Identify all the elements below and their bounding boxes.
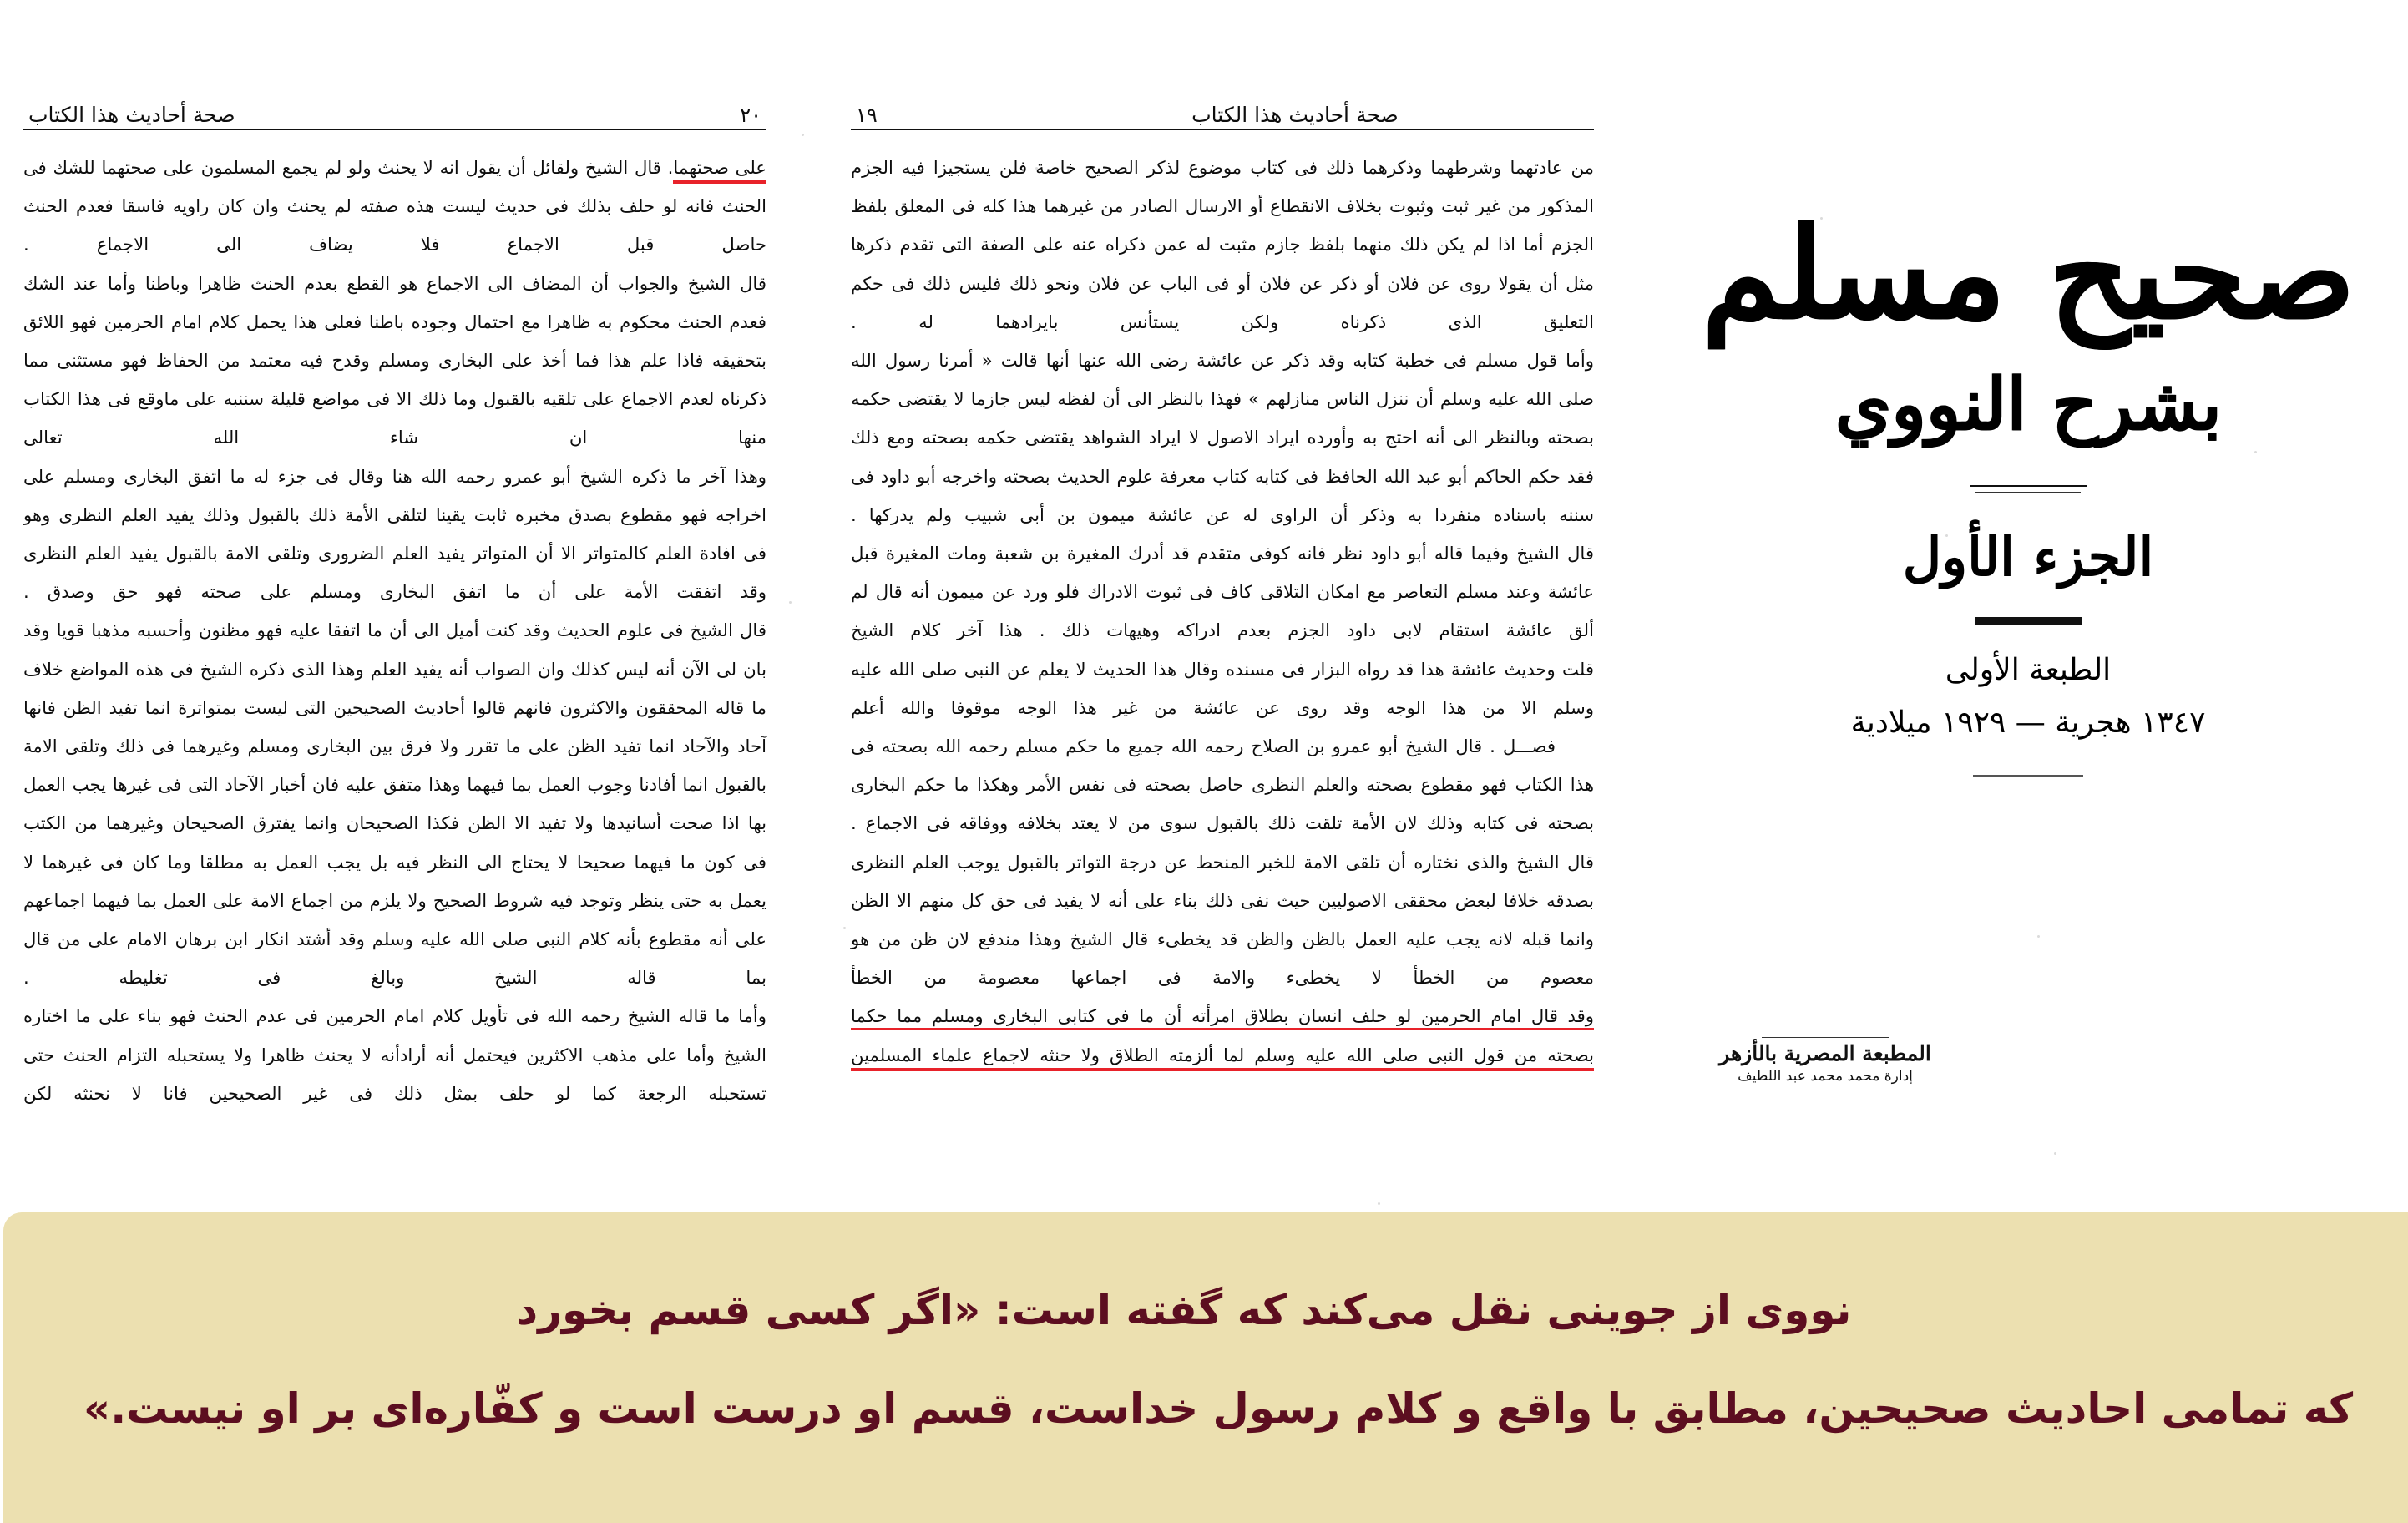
paragraph: قال الشيخ وفيما قاله أبو داود نظر فانه كوفى متقدم قد أدرك المغيرة بن شعبة ومات المغيرة قبل عائشة وعند مسلم التعاصر مع امكان التلاقى كاف فى ثبوت الادراك فلو ورد عن ميمون أنه قال لم ألق عائشة استقام لابى داود الجزم بعدم ادراكه وهيهات ذلك . هذا آخر كلام الشيخ [851,543,1594,641]
book-page-right [851,92,1594,1075]
paragraph: وأما ما قاله الشيخ رحمه الله فى تأويل كلام امام الحرمين فى عدم الحنث فهو بناء على ما اختاره الشيخ وأما على مذهب الاكثرين فيحتمل أنه أرادأنه لا يحنث ظاهرا ولا يستحبله التزام الحنث حتى تستحبله الرجعة كما لو حلف بمثل ذلك فى غير الصحيحين فانا لا نحنثه لكن [23,1005,766,1104]
folio-number-right: ١٩ [856,104,878,127]
scan-speck [1378,1202,1380,1205]
scan-speck [789,601,792,604]
paragraph-text: فصـــل . قال الشيخ أبو عمرو بن الصلاح رحمه الله جميع ما حكم مسلم رحمه الله بصحته فى هذا الكتاب فهو مقطوع بصحته والعلم النظرى حاصل بصحته فى نفس الأمر وهكذا ما حكم البخارى بصحته فى كتابه وذلك لان الأمة تلقت ذلك بالقبول سوى من لا يعتد بخلافه ووفاقه فى الاجماع . [851,736,1594,834]
folio-number-left: ٢٠ [740,104,761,127]
highlighted-passage-line-a [851,997,1594,1035]
book-cover-title-page [1682,117,2375,1169]
paragraph: وهذا آخر ما ذكره الشيخ أبو عمرو رحمه الله هنا وقال فى جزء له ما اتفق البخارى ومسلم على اخراجه فهو مقطوع بصدق مخبره ثابت يقينا لتلقى الأمة ذلك بالقبول وذلك يفيد العلم النظرى وهو فى افادة العلم كالمتواتر الا أن المتواتر يفيد العلم الضرورى وتلقى الامة بالقبول يفيد العلم النظرى وقد اتفقت الأمة على أن ما اتفق البخارى ومسلم على صحته فهو حق وصدق . [23,465,766,603]
publisher-manager: إدارة محمد محمد عبد اللطيف [1738,1068,1913,1085]
stamp-divider [1762,1037,1889,1038]
page-body-left [23,149,766,1113]
publisher-stamp [1700,1037,1950,1085]
highlight-continuation-line [23,149,766,265]
paragraph: قلت وحديث عائشة هذا قد رواه البزار فى مسنده وقال هذا الحديث لا يعلم عن النبى صلى الله عليه وسلم الا من هذا الوجه وقد روى عن عائشة من غير هذا الوجه موقوفا والله أعلم [851,658,1594,718]
cover-subtitle: بشرح النووي [1834,362,2222,447]
publisher-name: المطبعة المصرية بالأزهر [1719,1041,1931,1065]
scan-speck [843,927,846,929]
red-underline-text: على صحتهما [673,157,766,184]
paragraph: وأما قول مسلم فى خطبة كتابه وقد ذكر عن عائشة رضى الله عنها أنها قالت « أمرنا رسول الله صلى الله عليه وسلم أن ننزل الناس منازلهم » فهذا بالنظر الى أن لفظه ليس جازما لا يقتضى حكمه بصحته وبالنظر الى أنه احتج به وأورده ايراد الاصول لا ايراد الشواهد يقتضى حكمه بصحته ومع ذلك فقد حكم الحاكم أبو عبد الله الحافظ فى كتابه كتاب معرفة علوم الحديث بصحته واخرجه أبو داود فى سننه باسناده منفردا به وذكر أن الراوى له عن عائشة ميمون بن أبى شبيب ولم يدركها . [851,350,1594,525]
cover-edition-label: الطبعة الأولى [1945,652,2112,687]
highlighted-passage-line-b [851,1036,1594,1075]
paragraph-text: . قال الشيخ ولقائل أن يقول انه لا يحنث ولو لم يجمع المسلمون على صحتهما للشك فى الحنث فانه لو حلف بذلك فى حديث ليست هذه صفته لم يحنث وان كان راويه فاسقا فعدم الحنث حاصل قبل الاجماع فلا يضاف الى الاجماع . [23,157,766,256]
paragraph: قال الشيخ والجواب أن المضاف الى الاجماع هو القطع بعدم الحنث ظاهرا وباطنا وأما عند الشك فعدم الحنث محكوم به ظاهرا مع احتمال وجوده باطنا فعلى هذا يحمل كلام امام الحرمين فهو اللائق بتحقيقه فاذا علم هذا فما أخذ على البخارى ومسلم وقدح فيه معتمد من الحفاظ فهو مستثنى مما ذكرناه لعدم الاجماع على تلقيه بالقبول وما ذلك الا فى مواضع قليلة سننبه على ماوقع فى هذا الكتاب منها ان شاء الله تعالى [23,272,766,448]
cover-main-title: صحيح مسلم [1701,200,2355,347]
paragraph: من عادتهما وشرطهما وذكرهما ذلك فى كتاب موضوع لذكر الصحيح خاصة فلن يستجيزا فيه الجزم المذكور من غير ثبت وثبوت بخلاف الانقطاع أو الارسال الصادر من غيرهما هذا كله فى المعلق بلفظ الجزم أما اذا لم يكن ذلك منهما بلفظ جازم مثبت له عمن ذكراه عنه على الصفة التى تقدم ذكرها مثل أن يقولا روى عن فلان أو ذكر عن فلان أو فى الباب عن فلان ونحو ذلك فليس ذلك فى حكم التعليق الذى ذكرناه ولكن يستأنس بايرادهما له . [851,157,1594,332]
cover-volume-label: الجزء الأول [1902,525,2154,589]
running-head-right: صحة أحاديث هذا الكتاب [1191,103,1399,127]
cover-dates-label: ١٣٤٧ هجرية — ١٩٢٩ ميلادية [1850,705,2206,740]
divider-rule [1975,492,2081,493]
red-underline-text: بصحته من قول النبى صلى الله عليه وسلم لما ألزمته الطلاق ولا حنثه لاجماع علماء المسلمين [851,1045,1594,1071]
paragraph: قال الشيخ والذى نختاره أن تلقى الامة للخبر المنحط عن درجة التواتر بالقبول يوجب العلم النظرى بصدقه خلافا لبعض محققى الاصوليين حيث نفى ذلك بناء على أنه لا يفيد فى حق كل منهم الا الظن وانما قبله لانه يجب عليه العمل بالظن والظن قد يخطىء قال الشيخ وهذا مندفع لان ظن من هو معصوم من الخطأ لا يخطىء والامة فى اجماعها معصومة من الخطأ [851,851,1594,989]
running-head-left: صحة أحاديث هذا الكتاب [28,103,235,127]
red-underline-text: وقد قال امام الحرمين لو حلف انسان بطلاق امرأته أن ما فى كتابى البخارى ومسلم مما حكما [851,1005,1594,1030]
page-header-right [851,92,1594,130]
divider-rule-thick [1975,617,2082,625]
book-page-left [23,92,766,1113]
caption-line-1: نووی از جوینی نقل می‌کند که گفته است: «اگر کسی قسم بخورد [516,1285,1852,1334]
caption-line-2: که تمامی احادیث صحیحین، مطابق با واقع و کلام رسول خداست، قسم او درست است و کفّاره‌ای بر او نیست.» [83,1384,2354,1433]
caption-banner [3,1212,2408,1523]
page-body-right [851,149,1594,1075]
page-header-left [23,92,766,130]
paragraph: قال الشيخ فى علوم الحديث وقد كنت أميل الى أن ما اتفقا عليه فهو مظنون وأحسبه مذهبا قويا وقد بان لى الآن أنه ليس كذلك وان الصواب أنه يفيد العلم وهذا الذى ذكره الشيخ فى هذه المواضع خلاف ما قاله المحققون والاكثرون فانهم قالوا أحاديث الصحيحين التى ليست بمتواترة انما تفيد الظن فانها آحاد والآحاد انما تفيد الظن على ما تقرر ولا فرق بين البخارى ومسلم وغيرهما فى ذلك وتلقى الامة بالقبول انما أفادنا وجوب العمل بما فيهما وهذا متفق عليه فان أخبار الآحاد التى فى غيرها يجب العمل بها اذا صحت أسانيدها ولا تفيد الا الظن فكذا الصحيحان وانما يفترق الصحيحان وغيرهما من الكتب فى كون ما فيهما صحيحا لا يحتاج الى النظر فيه بل يجب العمل به مطلقا وما كان فى غيرهما لا يعمل به حتى ينظر وتوجد فيه شروط الصحيح ولا يلزم من اجماع الامة على العمل بما فيهما اجماعهم على أنه مقطوع بأنه كلام النبى صلى الله عليه وسلم وقد أشتد انكار ابن برهان الامام على من قال بما قاله الشيخ وبالغ فى تغليطه . [23,620,766,989]
paragraph-fasl [851,727,1594,843]
divider-rule [1970,485,2087,487]
scan-speck [802,134,804,136]
divider-rule-bottom [1973,775,2083,777]
